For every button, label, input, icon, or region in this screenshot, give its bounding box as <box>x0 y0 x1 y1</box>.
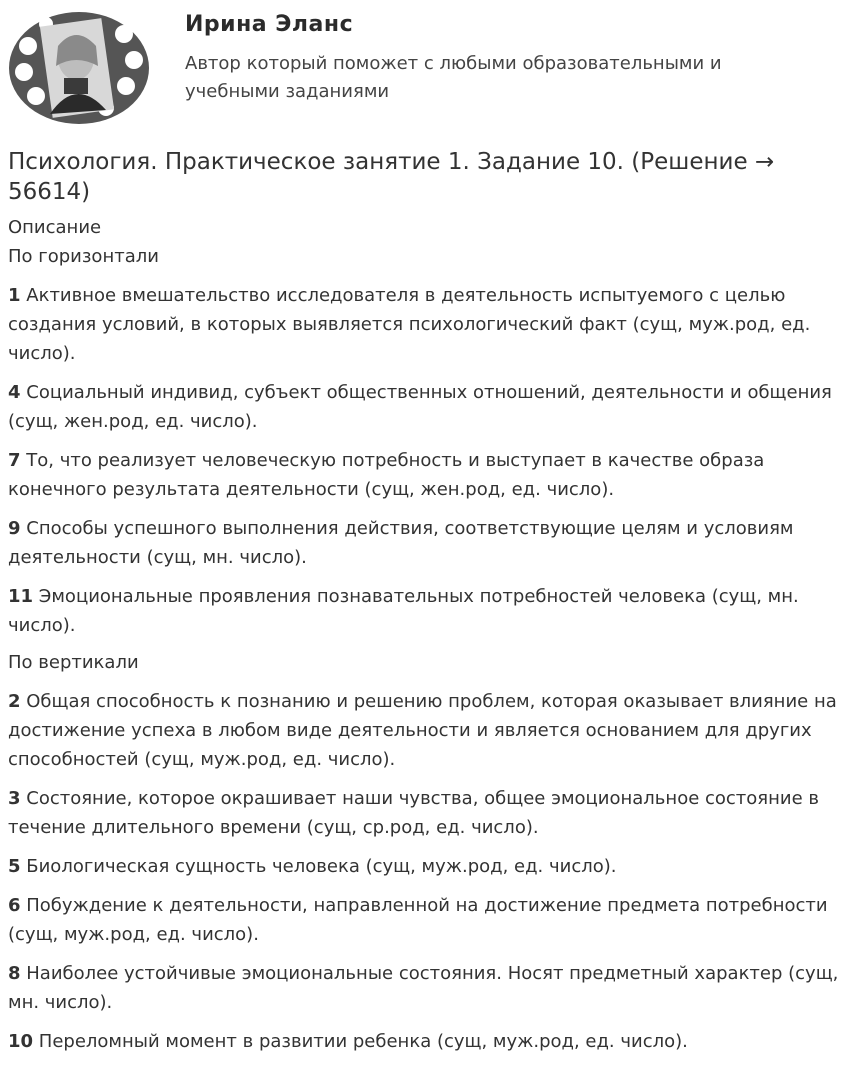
clue-number: 7 <box>8 450 21 471</box>
clue-item <box>8 687 839 774</box>
author-header <box>0 0 847 135</box>
clue-text: То, что реализует человеческую потребность и выступает в качестве образа конечного результата деятельности (сущ, жен.род, ед. число). <box>8 450 765 500</box>
clue-item <box>8 514 839 572</box>
vertical-label: По вертикали <box>8 652 139 673</box>
clue-item <box>8 852 839 881</box>
task-content <box>8 213 839 1056</box>
clue-number: 4 <box>8 382 21 403</box>
clue-item <box>8 446 839 504</box>
clue-number: 10 <box>8 1031 34 1052</box>
clue-number: 5 <box>8 856 21 877</box>
horizontal-label: По горизонтали <box>8 246 159 267</box>
clue-text: Биологическая сущность человека (сущ, муж.род, ед. число). <box>20 856 617 877</box>
clue-text: Состояние, которое окрашивает наши чувства, общее эмоциональное состояние в течение длительного времени (сущ, ср.род, ед. число). <box>8 788 819 838</box>
clue-text: Социальный индивид, субъект общественных отношений, деятельности и общения (сущ, жен.род, ед. число). <box>8 382 832 432</box>
clue-text: Общая способность к познанию и решению проблем, которая оказывает влияние на достижение успеха в любом виде деятельности и является основанием для других способностей (сущ, муж.род, ед. число). <box>8 691 837 770</box>
clue-item <box>8 582 839 640</box>
clue-item <box>8 891 839 949</box>
description-label: Описание <box>8 217 102 238</box>
clue-number: 3 <box>8 788 21 809</box>
author-name: Ирина Эланс <box>185 12 354 37</box>
author-description: Автор который поможет с любыми образовательными и учебными заданиями <box>185 53 722 102</box>
clue-number: 8 <box>8 963 21 984</box>
clue-text: Активное вмешательство исследователя в деятельность испытуемого с целью создания условий, в которых выявляется психологический факт (сущ, муж.род, ед. число). <box>8 285 811 364</box>
clue-number: 6 <box>8 895 21 916</box>
clue-item <box>8 281 839 368</box>
clue-item <box>8 784 839 842</box>
clue-text: Эмоциональные проявления познавательных потребностей человека (сущ, мн. число). <box>8 586 799 636</box>
clue-item <box>8 1027 839 1056</box>
clue-text: Способы успешного выполнения действия, соответствующие целям и условиям деятельности (сущ, мн. число). <box>8 518 794 568</box>
clue-number: 9 <box>8 518 21 539</box>
clue-text: Переломный момент в развитии ребенка (сущ, муж.род, ед. число). <box>33 1031 688 1052</box>
clue-number: 2 <box>8 691 21 712</box>
clue-item <box>8 378 839 436</box>
clue-item <box>8 959 839 1017</box>
clue-number: 11 <box>8 586 34 607</box>
author-avatar <box>6 6 152 128</box>
page-title: Психология. Практическое занятие 1. Задание 10. (Решение → 56614) <box>8 149 775 205</box>
clue-number: 1 <box>8 285 21 306</box>
clue-text: Наиболее устойчивые эмоциональные состояния. Носят предметный характер (сущ, мн. число). <box>8 963 839 1013</box>
clue-text: Побуждение к деятельности, направленной на достижение предмета потребности (сущ, муж.род, ед. число). <box>8 895 828 945</box>
